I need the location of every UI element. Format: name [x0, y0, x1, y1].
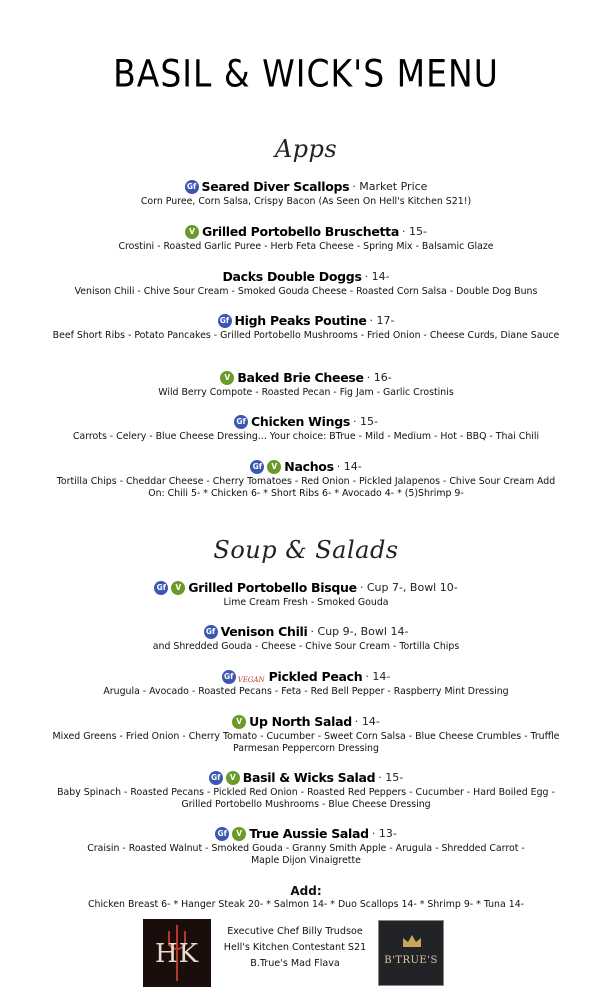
- menu-item-basil-wicks-salad: [40, 770, 572, 811]
- chef-tagline: B.True's Mad Flava: [250, 958, 340, 969]
- item-description: Corn Puree, Corn Salsa, Crispy Bacon (As Seen On Hell's Kitchen S21!): [140, 196, 472, 207]
- item-name: Seared Diver Scallops: [201, 179, 350, 194]
- item-name: Nachos: [284, 459, 334, 474]
- gluten-free-badge: Gf: [204, 625, 218, 639]
- menu-item-high-peaks-poutine: [40, 313, 572, 342]
- menu-title: BASIL & WICK'S MENU: [113, 51, 499, 96]
- item-description: Crostini - Roasted Garlic Puree - Herb Feta Cheese - Spring Mix - Balsamic Glaze: [118, 241, 494, 252]
- item-description: and Shredded Gouda - Cheese - Chive Sour Cream - Tortilla Chips: [152, 641, 460, 652]
- btrues-logo-text: B'TRUE'S: [384, 955, 438, 966]
- item-name: Basil & Wicks Salad: [242, 770, 376, 785]
- item-price: · 13-: [371, 827, 397, 840]
- vegetarian-badge: V: [171, 581, 185, 595]
- menu-item-true-aussie-salad: [40, 826, 572, 867]
- item-description: Arugula - Avocado - Roasted Pecans - Feta - Red Bell Pepper - Raspberry Mint Dressing: [103, 686, 509, 697]
- item-price: · Cup 9-, Bowl 14-: [310, 625, 409, 638]
- item-name: True Aussie Salad: [249, 826, 369, 841]
- add-ons-description: Chicken Breast 6- * Hanger Steak 20- * Salmon 14- * Duo Scallops 14- * Shrimp 9- * Tuna 14-: [87, 899, 525, 910]
- crown-icon: [401, 933, 423, 949]
- hells-kitchen-logo: [143, 919, 211, 987]
- menu-item-venison-chili: [40, 624, 572, 653]
- chef-name: Executive Chef Billy Trudsoe: [227, 926, 363, 937]
- apps-section-title: Apps: [274, 135, 338, 163]
- item-price: · 14-: [354, 715, 380, 728]
- item-name: Pickled Peach: [268, 669, 363, 684]
- item-price: · 14-: [364, 270, 390, 283]
- item-name: Grilled Portobello Bisque: [188, 580, 357, 595]
- gluten-free-badge: Gf: [222, 670, 236, 684]
- item-price: · 17-: [369, 314, 395, 327]
- menu-item-grilled-portobello-bisque: [40, 580, 572, 609]
- item-name: High Peaks Poutine: [234, 313, 367, 328]
- vegetarian-badge: V: [267, 460, 281, 474]
- menu-item-dacks-double-doggs: [40, 269, 572, 298]
- item-price: · 15-: [378, 771, 404, 784]
- vegetarian-badge: V: [220, 371, 234, 385]
- menu-item-chicken-wings: [40, 414, 572, 443]
- item-price: · 14-: [336, 460, 362, 473]
- item-price: · Cup 7-, Bowl 10-: [359, 581, 458, 594]
- vegetarian-badge: V: [232, 715, 246, 729]
- gluten-free-badge: Gf: [250, 460, 264, 474]
- item-name: Chicken Wings: [251, 414, 350, 429]
- menu-item-nachos: [40, 459, 572, 500]
- gluten-free-badge: Gf: [218, 314, 232, 328]
- chef-credential: Hell's Kitchen Contestant S21: [223, 942, 367, 953]
- menu-item-baked-brie-cheese: [40, 370, 572, 399]
- menu-item-up-north-salad: [40, 714, 572, 755]
- item-name: Up North Salad: [249, 714, 352, 729]
- menu-item-seared-diver-scallops: [40, 179, 572, 208]
- item-name: Grilled Portobello Bruschetta: [202, 224, 399, 239]
- item-name: Baked Brie Cheese: [237, 370, 364, 385]
- vegetarian-badge: V: [232, 827, 246, 841]
- soups-salads-section-title: Soup & Salads: [213, 536, 399, 564]
- gluten-free-badge: Gf: [185, 180, 199, 194]
- item-price: · 14-: [365, 670, 391, 683]
- item-price: · 15-: [352, 415, 378, 428]
- item-description: Wild Berry Compote - Roasted Pecan - Fig Jam - Garlic Crostinis: [158, 387, 454, 398]
- btrues-logo: [378, 920, 444, 986]
- menu-item-grilled-portobello-bruschetta: [40, 224, 572, 253]
- item-description: Venison Chili - Chive Sour Cream - Smoked Gouda Cheese - Roasted Corn Salsa - Double Dog Buns: [74, 286, 538, 297]
- gluten-free-badge: Gf: [209, 771, 223, 785]
- add-ons: [40, 883, 572, 911]
- item-description: Baby Spinach - Roasted Pecans - Pickled Red Onion - Roasted Red Peppers - Cucumber - Hard Boiled Egg - Grilled Portobello Mushrooms - Blue Cheese Dressing: [57, 787, 555, 810]
- item-price: · 15-: [402, 225, 427, 238]
- item-description: Tortilla Chips - Cheddar Cheese - Cherry Tomatoes - Red Onion - Pickled Jalapenos - Chive Sour Cream Add On: Chili 5- * Chicken 6- * Short Ribs 6- * Avocado 4- * (5)Shrimp 9-: [56, 476, 556, 499]
- item-description: Mixed Greens - Fried Onion - Cherry Tomato - Cucumber - Sweet Corn Salsa - Blue Cheese Crumbles - Truffle Parmesan Peppercorn Dressing: [52, 731, 560, 754]
- gluten-free-badge: Gf: [234, 415, 248, 429]
- menu-item-pickled-peach: [40, 669, 572, 698]
- add-ons-title: Add:: [290, 884, 322, 898]
- item-description: Lime Cream Fresh - Smoked Gouda: [223, 597, 389, 608]
- vegan-label: VEGAN: [237, 676, 265, 684]
- item-name: Dacks Double Doggs: [222, 269, 362, 284]
- item-price: · Market Price: [352, 180, 428, 193]
- item-description: Craisin - Roasted Walnut - Smoked Gouda - Granny Smith Apple - Arugula - Shredded Carrot - Maple Dijon Vinaigrette: [87, 843, 525, 866]
- chef-info: [215, 924, 375, 972]
- item-description: Beef Short Ribs - Potato Pancakes - Grilled Portobello Mushrooms - Fried Onion - Cheese Curds, Diane Sauce: [52, 330, 560, 341]
- item-description: Carrots - Celery - Blue Cheese Dressing... Your choice: BTrue - Mild - Medium - Hot - BBQ - Thai Chili: [72, 431, 540, 442]
- vegetarian-badge: V: [185, 225, 199, 239]
- hk-logo-text: HK: [154, 939, 200, 969]
- vegetarian-badge: V: [226, 771, 240, 785]
- gluten-free-badge: Gf: [215, 827, 229, 841]
- item-price: · 16-: [366, 371, 392, 384]
- gluten-free-badge: Gf: [154, 581, 168, 595]
- item-name: Venison Chili: [220, 624, 308, 639]
